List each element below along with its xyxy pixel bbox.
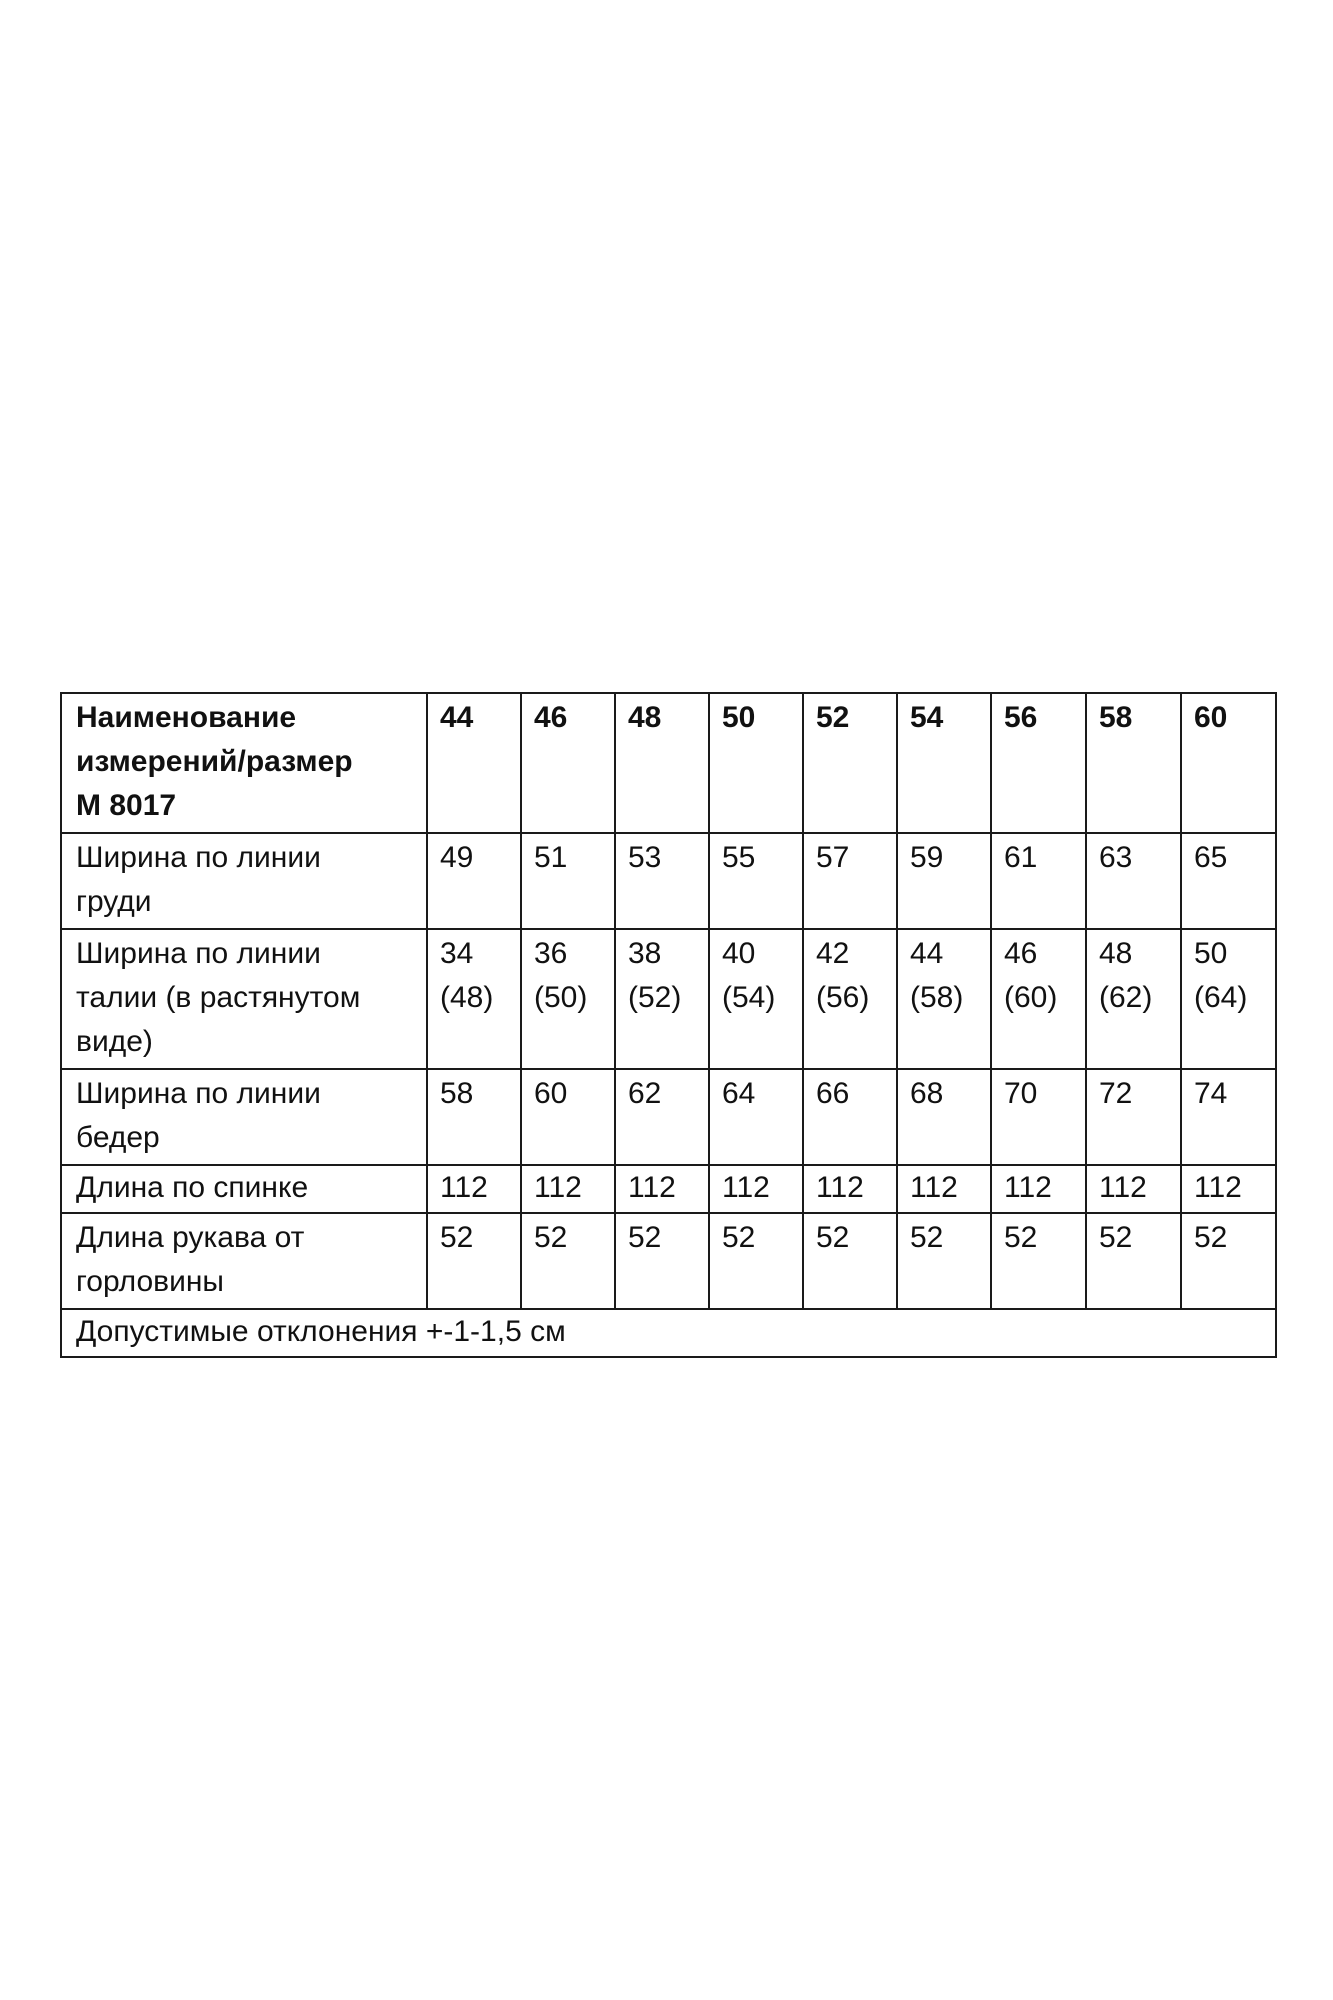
row-label-line: горловины xyxy=(76,1265,224,1298)
waist-value: 50 xyxy=(1194,937,1228,970)
value-cell: 60 xyxy=(521,1069,615,1165)
value-cell: 112 xyxy=(991,1165,1086,1213)
size-header-cell: 44 xyxy=(427,693,521,833)
header-label-cell xyxy=(61,693,427,833)
value-cell xyxy=(427,929,521,1069)
table-row-sleeve-length xyxy=(61,1213,1276,1309)
table-row-hip-width xyxy=(61,1069,1276,1165)
waist-value: 40 xyxy=(722,937,756,970)
value-cell: 59 xyxy=(897,833,991,929)
tolerance-note: Допустимые отклонения +-1-1,5 см xyxy=(61,1309,1276,1357)
header-row xyxy=(61,693,1276,833)
value-cell xyxy=(1086,929,1181,1069)
waist-value: 42 xyxy=(816,937,850,970)
waist-value: 36 xyxy=(534,937,568,970)
size-header-cell: 48 xyxy=(615,693,709,833)
size-header-cell: 60 xyxy=(1181,693,1276,833)
size-header-cell: 50 xyxy=(709,693,803,833)
size-header-cell: 54 xyxy=(897,693,991,833)
value-cell: 63 xyxy=(1086,833,1181,929)
size-header-cell: 56 xyxy=(991,693,1086,833)
table-row-chest-width xyxy=(61,833,1276,929)
row-label-cell xyxy=(61,929,427,1069)
value-cell xyxy=(615,929,709,1069)
waist-value: 34 xyxy=(440,937,474,970)
waist-stretched-value: (56) xyxy=(816,981,870,1014)
waist-stretched-value: (52) xyxy=(628,981,682,1014)
waist-stretched-value: (50) xyxy=(534,981,588,1014)
row-label-line: виде) xyxy=(76,1025,153,1058)
row-label-line: талии (в растянутом xyxy=(76,981,361,1014)
value-cell: 62 xyxy=(615,1069,709,1165)
value-cell: 57 xyxy=(803,833,897,929)
row-label-line: Ширина по линии xyxy=(76,841,321,874)
value-cell: 72 xyxy=(1086,1069,1181,1165)
value-cell: 52 xyxy=(521,1213,615,1309)
row-label-line: груди xyxy=(76,885,152,918)
value-cell: 52 xyxy=(709,1213,803,1309)
waist-value: 38 xyxy=(628,937,662,970)
row-label-cell xyxy=(61,1165,427,1213)
value-cell: 65 xyxy=(1181,833,1276,929)
row-label-cell xyxy=(61,1069,427,1165)
waist-stretched-value: (54) xyxy=(722,981,776,1014)
value-cell xyxy=(991,929,1086,1069)
value-cell: 52 xyxy=(803,1213,897,1309)
value-cell: 49 xyxy=(427,833,521,929)
size-header-cell: 46 xyxy=(521,693,615,833)
header-label-line: измерений/размер xyxy=(76,745,353,778)
table-row-back-length xyxy=(61,1165,1276,1213)
value-cell: 112 xyxy=(709,1165,803,1213)
value-cell: 58 xyxy=(427,1069,521,1165)
value-cell xyxy=(803,929,897,1069)
table-row-tolerance-note xyxy=(61,1309,1276,1357)
value-cell: 112 xyxy=(1181,1165,1276,1213)
row-label-line: бедер xyxy=(76,1121,160,1154)
waist-value: 46 xyxy=(1004,937,1038,970)
value-cell xyxy=(897,929,991,1069)
value-cell: 112 xyxy=(1086,1165,1181,1213)
value-cell: 61 xyxy=(991,833,1086,929)
value-cell: 52 xyxy=(1181,1213,1276,1309)
value-cell: 52 xyxy=(615,1213,709,1309)
row-label-line: Длина рукава от xyxy=(76,1221,305,1254)
value-cell: 52 xyxy=(427,1213,521,1309)
row-label-cell xyxy=(61,1213,427,1309)
size-chart-table xyxy=(60,692,1277,1358)
row-label-line: Ширина по линии xyxy=(76,937,321,970)
row-label-cell xyxy=(61,833,427,929)
waist-stretched-value: (58) xyxy=(910,981,964,1014)
value-cell xyxy=(1181,929,1276,1069)
value-cell: 52 xyxy=(991,1213,1086,1309)
value-cell: 70 xyxy=(991,1069,1086,1165)
value-cell: 51 xyxy=(521,833,615,929)
table-row-waist-width xyxy=(61,929,1276,1069)
value-cell: 112 xyxy=(897,1165,991,1213)
value-cell xyxy=(709,929,803,1069)
waist-value: 44 xyxy=(910,937,944,970)
header-label-line: Наименование xyxy=(76,701,297,734)
value-cell: 55 xyxy=(709,833,803,929)
value-cell: 53 xyxy=(615,833,709,929)
row-label-line: Длина по спинке xyxy=(76,1171,309,1204)
waist-stretched-value: (48) xyxy=(440,981,494,1014)
size-header-cell: 58 xyxy=(1086,693,1181,833)
waist-stretched-value: (62) xyxy=(1099,981,1153,1014)
row-label-line: Ширина по линии xyxy=(76,1077,321,1110)
value-cell: 52 xyxy=(897,1213,991,1309)
waist-value: 48 xyxy=(1099,937,1133,970)
waist-stretched-value: (60) xyxy=(1004,981,1058,1014)
value-cell: 52 xyxy=(1086,1213,1181,1309)
value-cell: 112 xyxy=(615,1165,709,1213)
value-cell: 68 xyxy=(897,1069,991,1165)
header-label-line: М 8017 xyxy=(76,789,177,822)
value-cell: 112 xyxy=(803,1165,897,1213)
value-cell: 64 xyxy=(709,1069,803,1165)
value-cell: 66 xyxy=(803,1069,897,1165)
size-header-cell: 52 xyxy=(803,693,897,833)
waist-stretched-value: (64) xyxy=(1194,981,1248,1014)
value-cell: 112 xyxy=(427,1165,521,1213)
value-cell xyxy=(521,929,615,1069)
value-cell: 74 xyxy=(1181,1069,1276,1165)
value-cell: 112 xyxy=(521,1165,615,1213)
